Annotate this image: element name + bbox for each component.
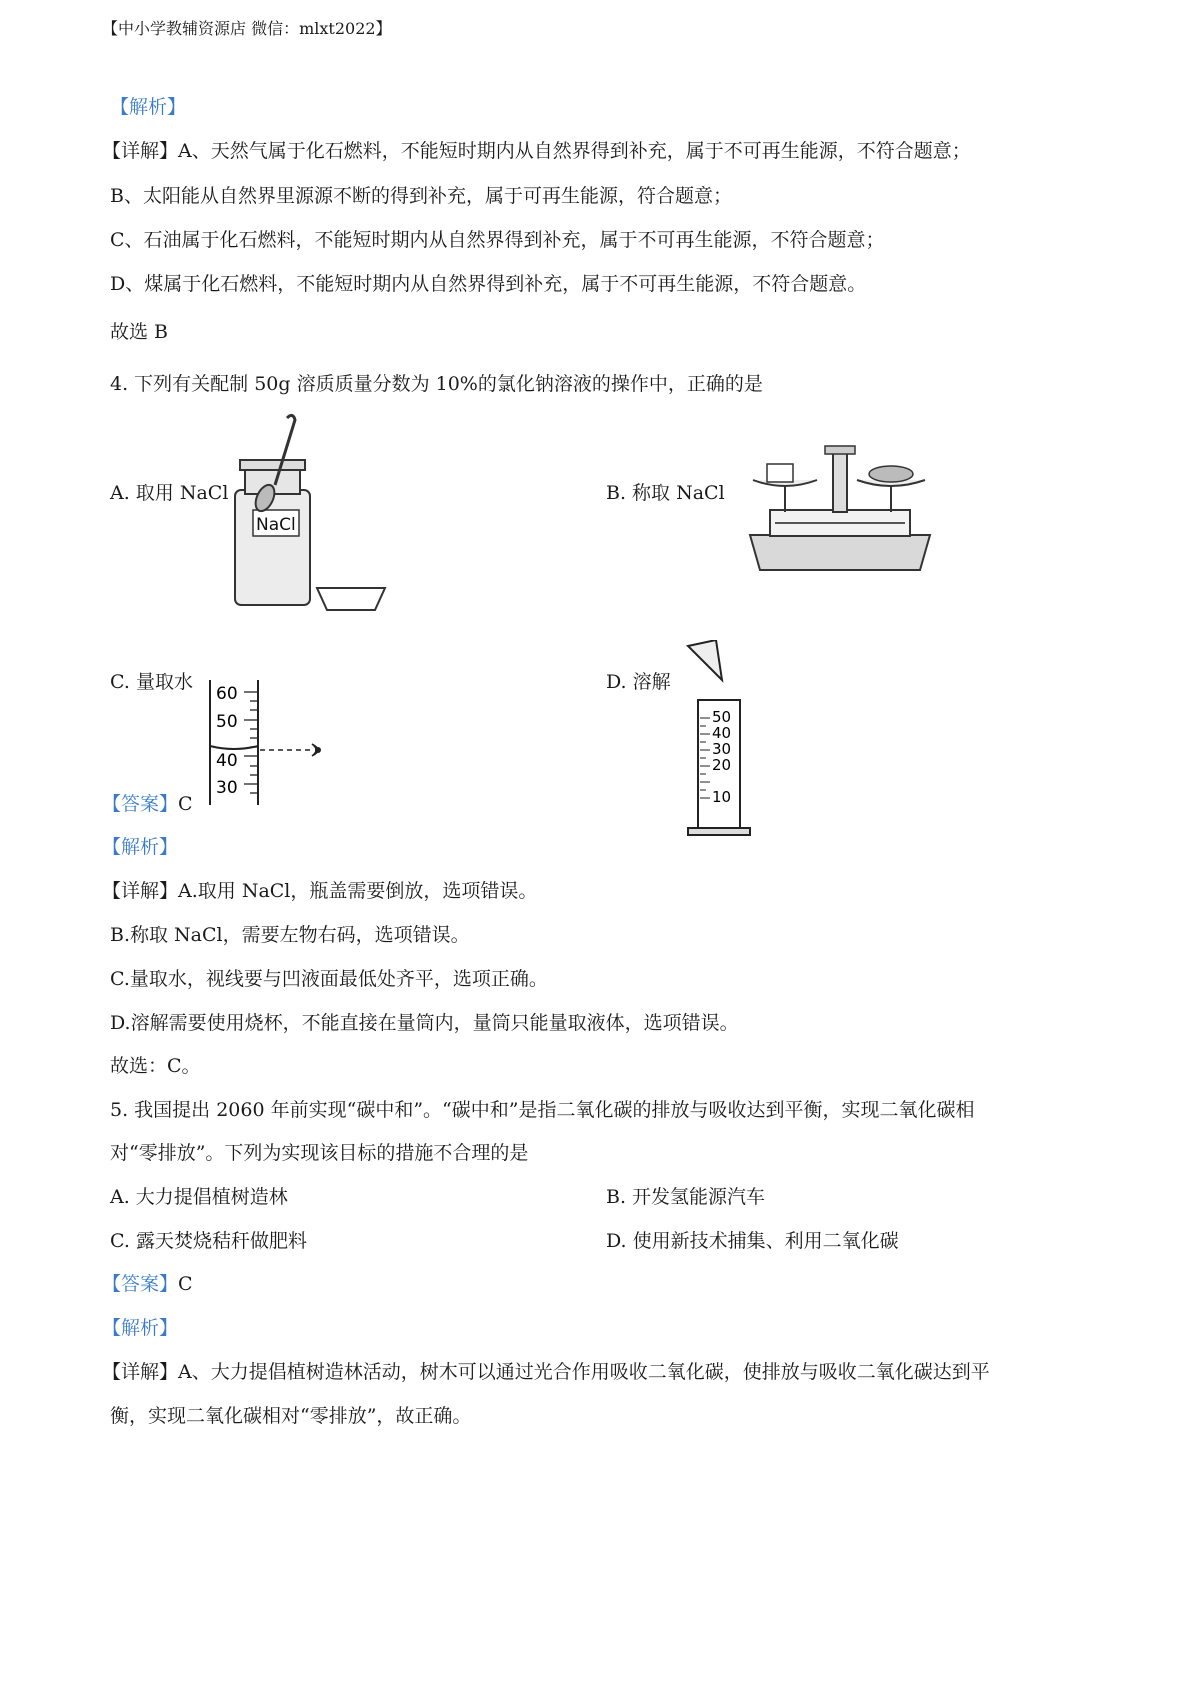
figure-dissolve	[680, 640, 780, 840]
scale-d-30: 30	[712, 740, 732, 758]
q5-detail-line1: 【详解】A、大力提倡植树造林活动，树木可以通过光合作用吸收二氧化碳，使排放与吸收二氧化碳达到平	[102, 1361, 990, 1383]
q4-detail-line-d: D.溶解需要使用烧杯，不能直接在量筒内，量筒只能量取液体，选项错误。	[110, 1012, 739, 1034]
scale-d-20: 20	[712, 756, 732, 774]
scale-d-40: 40	[712, 724, 732, 742]
figure-measure-water	[200, 680, 350, 810]
scale-c-60: 60	[216, 684, 238, 704]
q4-option-a: A. 取用 NaCl	[110, 482, 229, 504]
q4-option-d: D. 溶解	[606, 671, 671, 693]
q5-answer	[102, 1272, 193, 1296]
balance-top	[825, 446, 855, 454]
q4-answer	[102, 792, 193, 816]
q4-conclusion: 故选：C。	[110, 1055, 201, 1077]
q4-detail-line-a: 【详解】A.取用 NaCl，瓶盖需要倒放，选项错误。	[102, 880, 538, 902]
q4-detail-line-b: B.称取 NaCl，需要左物右码，选项错误。	[110, 924, 470, 946]
figure-take-nacl	[225, 410, 395, 620]
q5-option-a: A. 大力提倡植树造林	[110, 1186, 288, 1208]
reagent-bottle-body	[235, 490, 310, 605]
scale-c-40: 40	[216, 751, 238, 771]
q3-detail-line-d: D、煤属于化石燃料，不能短时期内从自然界得到补充，属于不可再生能源，不符合题意。	[110, 273, 867, 295]
q3-detail-line-c: C、石油属于化石燃料，不能短时期内从自然界得到补充，属于不可再生能源，不符合题意；	[110, 229, 885, 251]
weighing-dish	[317, 588, 385, 610]
balance-base	[750, 535, 930, 570]
q4-answer-tag: 【答案】	[102, 793, 179, 815]
q4-detail-line-c: C.量取水，视线要与凹液面最低处齐平，选项正确。	[110, 968, 548, 990]
q5-detail-tag: 【详解】	[102, 1361, 179, 1383]
q3-detail-line-b: B、太阳能从自然界里源源不断的得到补充，属于可再生能源，符合题意；	[110, 185, 732, 207]
reagent-bottle-rim	[240, 460, 305, 470]
balance-pointer-column	[833, 450, 847, 512]
bottle-label-text: NaCl	[256, 515, 296, 535]
q3-conclusion: 故选 B	[110, 321, 169, 343]
q4-answer-value: C	[178, 793, 193, 815]
q5-analysis-tag: 【解析】	[102, 1317, 179, 1339]
cylinder-base	[688, 828, 750, 835]
figure-weigh-nacl	[745, 440, 935, 590]
page-header: 【中小学教辅资源店 微信：mlxt2022】	[102, 19, 392, 38]
q4-detail-tag: 【详解】	[102, 880, 179, 902]
q3-analysis-tag: 【解析】	[110, 96, 187, 118]
scale-d-10: 10	[712, 788, 732, 806]
weight-block	[767, 464, 793, 482]
q3-detail-line-a: 【详解】A、天然气属于化石燃料，不能短时期内从自然界得到补充，属于不可再生能源，不符合题意；	[102, 140, 971, 162]
q4-stem: 4. 下列有关配制 50g 溶质质量分数为 10%的氯化钠溶液的操作中，正确的是	[110, 373, 763, 395]
scale-c-30: 30	[216, 778, 238, 798]
q4-analysis-tag: 【解析】	[102, 836, 179, 858]
cylinder-ticks	[244, 692, 258, 793]
eye-pupil	[315, 747, 321, 753]
q5-detail-line2: 衡，实现二氧化碳相对“零排放”，故正确。	[110, 1405, 472, 1427]
q5-answer-value: C	[178, 1273, 193, 1295]
q5-option-b: B. 开发氢能源汽车	[606, 1186, 766, 1208]
q5-answer-tag: 【答案】	[102, 1273, 179, 1295]
scale-c-50: 50	[216, 712, 238, 732]
scale-d-50: 50	[712, 708, 732, 726]
q5-stem-line1: 5. 我国提出 2060 年前实现“碳中和”。“碳中和”是指二氧化碳的排放与吸收达到平衡，实现二氧化碳相	[110, 1099, 975, 1121]
q5-stem-line2: 对“零排放”。下列为实现该目标的措施不合理的是	[110, 1142, 529, 1164]
q3-detail-tag: 【详解】	[102, 140, 179, 162]
q4-option-b: B. 称取 NaCl	[606, 482, 725, 504]
q5-option-d: D. 使用新技术捕集、利用二氧化碳	[606, 1230, 899, 1252]
nacl-sample	[869, 466, 913, 482]
q5-option-c: C. 露天焚烧秸秆做肥料	[110, 1230, 307, 1252]
q4-option-c: C. 量取水	[110, 671, 193, 693]
weighing-paper	[688, 640, 722, 680]
